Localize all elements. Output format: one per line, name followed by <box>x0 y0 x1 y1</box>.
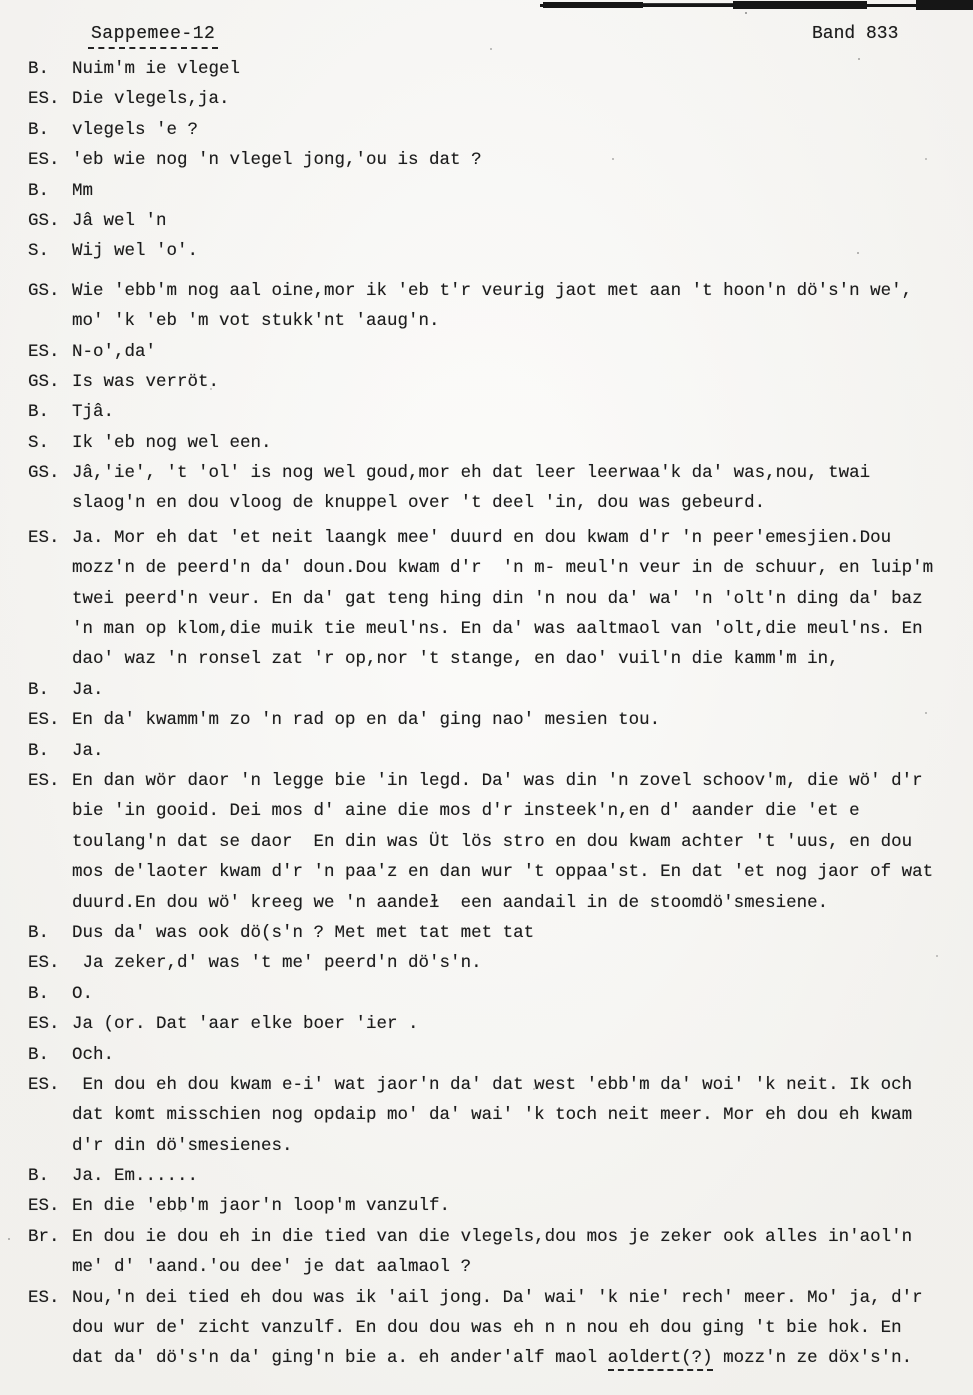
line-text: Ja. Em...... <box>72 1166 199 1187</box>
speaker-label: ES. <box>28 710 60 731</box>
transcript-line <box>0 367 973 397</box>
transcript-line <box>0 1100 973 1130</box>
page-header <box>0 0 973 54</box>
line-text: vlegels 'e ? <box>72 119 199 140</box>
line-text: Ja. <box>72 679 104 700</box>
transcript-line <box>0 1040 973 1070</box>
transcript-line <box>0 397 973 427</box>
line-text: N-o',da' <box>72 341 157 362</box>
speaker-label: B. <box>28 983 50 1004</box>
speaker-label: ES. <box>28 89 60 110</box>
line-text: Tjâ. <box>72 402 115 423</box>
band-number: Band 833 <box>812 24 899 44</box>
speaker-label: GS. <box>28 210 60 231</box>
transcript-line <box>0 1191 973 1221</box>
speaker-label: B. <box>28 402 50 423</box>
speaker-label: ES. <box>28 150 60 171</box>
speaker-label: B. <box>28 679 50 700</box>
line-text: mos de'laoter kwam d'r 'n paa'z en dan wur 't oppaa'st. En dat 'et nog jaor of wat <box>72 862 934 883</box>
transcript-line <box>0 614 973 644</box>
line-text: Ja. <box>72 740 104 761</box>
transcript-line <box>0 488 973 518</box>
line-text: En da' kwamm'm zo 'n rad op en da' ging nao' mesien tou. <box>72 710 661 731</box>
speaker-label: ES. <box>28 341 60 362</box>
transcript-line <box>0 948 973 978</box>
transcript-line <box>0 1252 973 1282</box>
line-text: Nuim'm ie vlegel <box>72 59 241 79</box>
transcript-line <box>0 54 973 84</box>
transcript-line <box>0 918 973 948</box>
line-text: Die vlegels,ja. <box>72 89 230 110</box>
transcript-line <box>0 1070 973 1100</box>
transcript-line <box>0 888 973 918</box>
transcript-line <box>0 206 973 236</box>
line-text: En die 'ebb'm jaor'n loop'm vanzulf. <box>72 1196 451 1217</box>
speaker-label: S. <box>28 432 50 453</box>
line-text: me' d' 'aand.'ou dee' je dat aalmaol ? <box>72 1257 472 1278</box>
speaker-label: ES. <box>28 1014 60 1035</box>
line-text: duurd.En dou wö' kreeg we 'n aandeɫ een aandail in de stoomdö'smesiene. <box>72 892 829 913</box>
transcript-line <box>0 675 973 705</box>
speaker-label: ES. <box>28 953 60 974</box>
transcript-line <box>0 1313 973 1343</box>
transcript <box>0 54 973 1374</box>
line-text: O. <box>72 983 94 1004</box>
line-text: d'r din dö'smesienes. <box>72 1135 293 1156</box>
line-text: dao' waz 'n ronsel zat 'r op,nor 't stange, en dao' vuil'n die kamm'm in, <box>72 649 839 670</box>
transcript-line <box>0 1283 973 1313</box>
speaker-label: GS. <box>28 463 60 484</box>
speaker-label: ES. <box>28 770 60 791</box>
transcript-line <box>0 236 973 266</box>
line-text: dat komt misschien nog opdaip mo' da' wai' 'k toch neit meer. Mor eh dou eh kwam <box>72 1105 913 1126</box>
speaker-label: ES. <box>28 527 60 548</box>
transcript-line <box>0 1343 973 1373</box>
speaker-label: B. <box>28 59 50 79</box>
line-text: Is was verröt. <box>72 371 220 392</box>
transcript-line <box>0 644 973 674</box>
speaker-label: ES. <box>28 1287 60 1308</box>
page-title: Sappemee-12 <box>88 24 218 49</box>
speaker-label: GS. <box>28 280 60 301</box>
line-text: Nou,'n dei tied eh dou was ik 'ail jong. Da' wai' 'k nie' rech' meer. Mo' ja, d'r <box>72 1287 923 1308</box>
transcript-line <box>0 705 973 735</box>
transcript-line <box>0 553 973 583</box>
transcript-line <box>0 276 973 306</box>
transcript-line <box>0 1131 973 1161</box>
speaker-label: Br. <box>28 1226 60 1247</box>
transcript-line <box>0 1161 973 1191</box>
transcript-line <box>0 1222 973 1252</box>
transcript-line <box>0 84 973 114</box>
line-text: dat da' dö's'n da' ging'n bie a. eh ander'alf maol <box>72 1348 608 1369</box>
line-text: En dou ie dou eh in die tied van die vlegels,dou mos je zeker ook alles in'aol'n <box>72 1226 913 1247</box>
underlined-uncertain-word: aoldert(?) <box>608 1348 713 1371</box>
line-text: En dan wör daor 'n legge bie 'in legd. Da' was din 'n zovel schoov'm, die wö' d'r <box>72 770 923 791</box>
transcript-line <box>0 827 973 857</box>
line-text: Wie 'ebb'm nog aal oine,mor ik 'eb t'r veurig jaot met aan 't hoon'n dö's'n we', <box>72 280 913 301</box>
transcript-line <box>0 115 973 145</box>
line-text: slaog'n en dou vloog de knuppel over 't deel 'in, dou was gebeurd. <box>72 493 766 514</box>
transcript-line <box>0 306 973 336</box>
line-text: Ja zeker,d' was 't me' peerd'n dö's'n. <box>72 953 482 974</box>
transcript-line <box>0 458 973 488</box>
line-text: Ik 'eb nog wel een. <box>72 432 272 453</box>
speaker-label: ES. <box>28 1074 60 1095</box>
speaker-label: B. <box>28 180 50 201</box>
line-text: Dus da' was ook dö(s'n ? Met met tat met tat <box>72 922 535 943</box>
line-text: twei peerd'n veur. En da' gat teng hing din 'n nou da' wa' 'n 'olt'n ding da' baz <box>72 588 923 609</box>
transcript-line <box>0 337 973 367</box>
speaker-label: ES. <box>28 1196 60 1217</box>
line-text: mozz'n de peerd'n da' doun.Dou kwam d'r 'n m- meul'n veur in de schuur, en luip'm <box>72 558 934 579</box>
transcript-line <box>0 584 973 614</box>
speaker-label: GS. <box>28 371 60 392</box>
transcript-line <box>0 979 973 1009</box>
line-text: Mm <box>72 180 94 201</box>
line-text: Och. <box>72 1044 115 1065</box>
line-text: 'n man op klom,die muik tie meul'ns. En da' was aaltmaol van 'olt,die meul'ns. En <box>72 619 923 640</box>
transcript-line <box>0 523 973 553</box>
speaker-label: B. <box>28 740 50 761</box>
line-text: mozz'n ze döx's'n. <box>712 1348 913 1369</box>
line-text: Jâ,'ie', 't 'ol' is nog wel goud,mor eh dat leer leerwaa'k da' was,nou, twai <box>72 463 871 484</box>
line-text: bie 'in gooid. Dei mos d' aine die mos d'r insteek'n,en d' aander die 'et e <box>72 801 860 822</box>
transcript-line <box>0 766 973 796</box>
line-text: Ja (or. Dat 'aar elke boer 'ier . <box>72 1014 419 1035</box>
line-text: dou wur de' zicht vanzulf. En dou dou was eh n n nou eh dou ging 't bie hok. En <box>72 1318 902 1339</box>
speaker-label: B. <box>28 1166 50 1187</box>
transcript-line <box>0 796 973 826</box>
line-text: mo' 'k 'eb 'm vot stukk'nt 'aaug'n. <box>72 311 440 332</box>
speaker-label: S. <box>28 241 50 262</box>
line-text: En dou eh dou kwam e-i' wat jaor'n da' dat west 'ebb'm da' woi' 'k neit. Ik och <box>72 1074 913 1095</box>
speaker-label: B. <box>28 922 50 943</box>
line-text: toulang'n dat se daor En din was Üt lös stro en dou kwam achter 't 'uus, en dou <box>72 831 913 852</box>
line-text: Jâ wel 'n <box>72 210 167 231</box>
transcript-line <box>0 857 973 887</box>
transcript-line <box>0 736 973 766</box>
transcript-line <box>0 176 973 206</box>
transcript-line <box>0 145 973 175</box>
speaker-label: B. <box>28 119 50 140</box>
line-text: 'eb wie nog 'n vlegel jong,'ou is dat ? <box>72 150 482 171</box>
transcript-line <box>0 428 973 458</box>
transcript-line <box>0 1009 973 1039</box>
line-text: Ja. Mor eh dat 'et neit laangk mee' duurd en dou kwam d'r 'n peer'emesjien.Dou <box>72 527 892 548</box>
line-text: Wij wel 'o'. <box>72 241 199 262</box>
speaker-label: B. <box>28 1044 50 1065</box>
